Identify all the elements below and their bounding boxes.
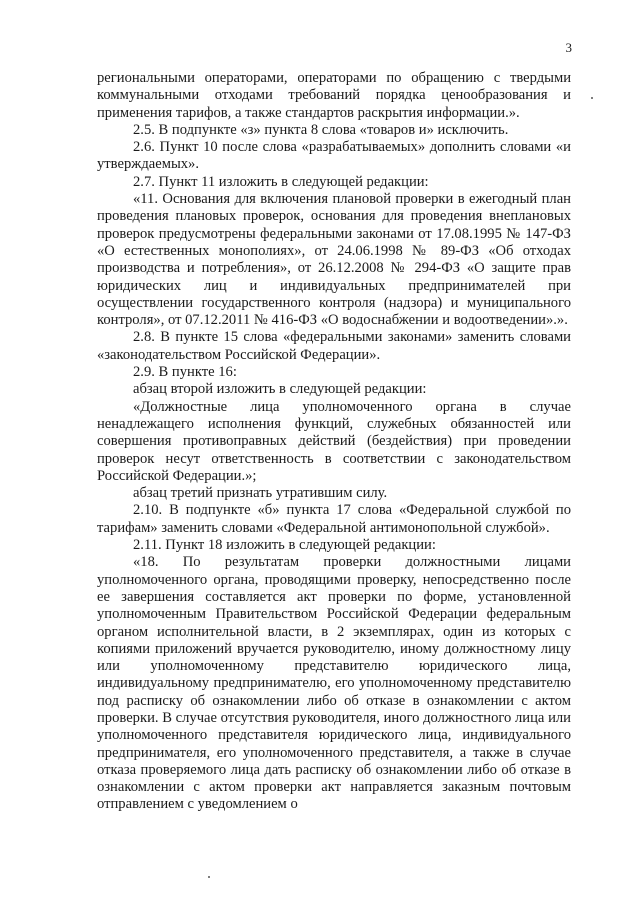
paragraph: абзац второй изложить в следующей редакции: (133, 381, 427, 398)
paragraph: 2.7. Пункт 11 изложить в следующей редакции: (133, 173, 429, 190)
paragraph: абзац третий признать утратившим силу. (133, 485, 388, 502)
paragraph: 2.5. В подпункте «з» пункта 8 слова «товаров и» исключить. (133, 121, 509, 138)
paragraph: региональными операторами, операторами по обращению с твердыми коммунальными отходами требований порядка ценообразования и применения тарифов, а также стандартов раскрытия информации.». (97, 70, 571, 121)
scan-speck (208, 876, 210, 878)
paragraph: «11. Основания для включения плановой проверки в ежегодный план проведения плановых проверок, основания для проведения внеплановых проверок предусмотрены федеральными законами от 17.08.1995 № 147-ФЗ «О естественных монополиях», от 24.06.1998 № 89-ФЗ «Об отходах производства и потребления», от 26.12.2008 № 294-ФЗ «О защите прав юридических лиц и индивидуальных предпринимателей при осуществлении государственного контроля (надзора) и муниципального контроля», от 07.12.2011 № 416-ФЗ «О водоснабжении и водоотведении».». (97, 191, 571, 329)
paragraph: 2.10. В подпункте «б» пункта 17 слова «Федеральной службой по тарифам» заменить словами «Федеральной антимонопольной службой». (97, 502, 571, 536)
paragraph: 2.6. Пункт 10 после слова «разрабатываемых» дополнить словами «и утверждаемых». (97, 139, 571, 173)
page-number: 3 (565, 40, 572, 55)
scan-speck (591, 97, 593, 99)
paragraph: «18. По результатам проверки должностными лицами уполномоченного органа, проводящими проверку, непосредственно после ее завершения составляется акт проверки по форме, установленной уполномоченным Правительством Российской Федерации федеральным органом исполнительной власти, в 2 экземплярах, один из которых с копиями приложений вручается руководителю, иному должностному лицу или уполномоченному представителю юридического лица, индивидуальному предпринимателю, его уполномоченному представителю под расписку об ознакомлении либо об отказе в ознакомлении с актом проверки. В случае отсутствия руководителя, иного должностного лица или уполномоченного представителя юридического лица, индивидуального предпринимателя, его уполномоченного представителя, а также в случае отказа проверяемого лица дать расписку об ознакомлении либо об отказе в ознакомлении с актом проверки акт направляется заказным почтовым отправлением с уведомлением о (97, 554, 571, 813)
paragraph: 2.9. В пункте 16: (133, 364, 237, 381)
paragraph: 2.8. В пункте 15 слова «федеральными законами» заменить словами «законодательством Российской Федерации». (97, 329, 571, 363)
document-body (97, 70, 571, 814)
paragraph: «Должностные лица уполномоченного органа в случае ненадлежащего исполнения функций, служебных обязанностей или совершения противоправных действий (бездействия) при проведении проверок несут ответственность в соответствии с законодательством Российской Федерации.»; (97, 398, 571, 484)
paragraph: 2.11. Пункт 18 изложить в следующей редакции: (133, 537, 436, 554)
